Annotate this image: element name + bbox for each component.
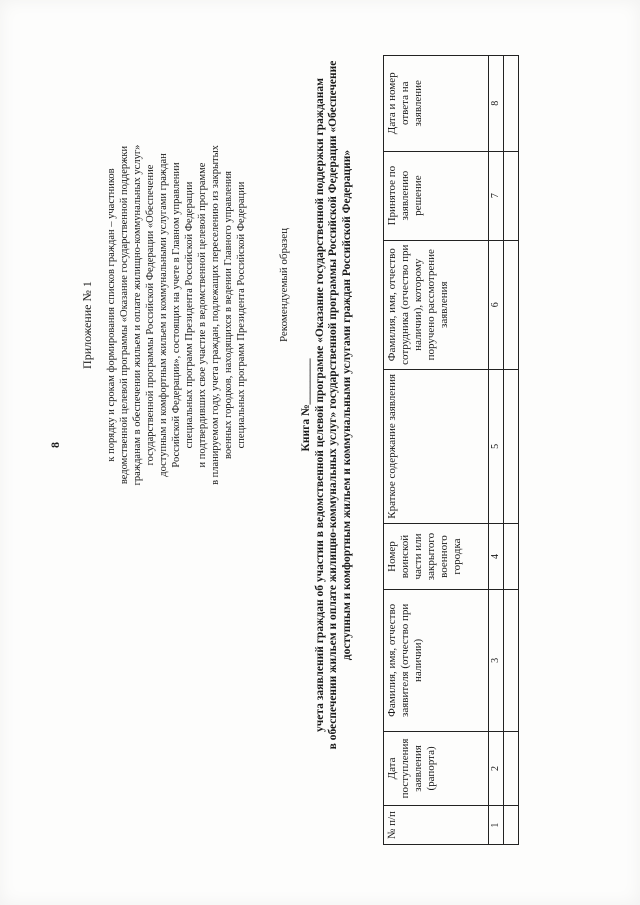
table-cell: [504, 369, 519, 523]
recommended-sample-label: Рекомендуемый образец: [278, 227, 290, 343]
appendix-line: к порядку и срокам формирования списков граждан – участников: [106, 168, 117, 462]
appendix-subtitle: [105, 55, 248, 575]
column-number: 3: [489, 590, 504, 732]
appendix-line: ведомственной целевой программы «Оказание государственной поддержки: [119, 145, 130, 485]
book-title-line: учета заявлений граждан об участии в ведомственной целевой программе «Оказание государственной поддержки гражданам: [313, 78, 326, 733]
table-cell: [504, 806, 519, 845]
page-number: 8: [48, 442, 62, 448]
appendix-line: военных городков, находящихся в ведении Главного управления: [223, 171, 234, 459]
table-cell: [504, 523, 519, 589]
table-cell: [504, 590, 519, 732]
table-header-row: [384, 56, 489, 845]
book-title-line: Книга №________: [300, 358, 312, 452]
appendix-line: и подтвердивших свое участие в ведомственной целевой программе: [197, 162, 208, 468]
header-summary: Краткое содержание заявления: [384, 369, 489, 523]
header-military-unit: Номер воинской части или закрытого военного городка: [384, 523, 489, 589]
appendix-line: специальных программ Президента Российской Федерации: [184, 181, 195, 449]
column-number: 1: [489, 806, 504, 845]
table-cell: [504, 240, 519, 369]
column-number: 2: [489, 731, 504, 805]
column-number: 7: [489, 151, 504, 240]
table-cell: [504, 56, 519, 152]
header-responsible-officer: Фамилия, имя, отчество сотрудника (отчество при наличии), которому поручено рассмотрение заявления: [384, 240, 489, 369]
header-response-date: Дата и номер ответа на заявление: [384, 56, 489, 152]
table-cell: [504, 151, 519, 240]
column-number: 6: [489, 240, 504, 369]
column-number: 5: [489, 369, 504, 523]
header-decision: Принятое по заявлению решение: [384, 151, 489, 240]
registry-table: [383, 55, 519, 845]
book-title: [300, 45, 354, 765]
appendix-title: Приложение № 1: [80, 281, 94, 369]
appendix-line: специальных программ Президента Российской Федерации: [236, 181, 247, 449]
table-cell: [504, 731, 519, 805]
appendix-line: Российской Федерации», состоящих на учете в Главном управлении: [171, 162, 182, 468]
header-applicant-name: Фамилия, имя, отчество заявителя (отчество при наличии): [384, 590, 489, 732]
appendix-line: гражданам в обеспечении жильем и оплате жилищно-коммунальных услуг»: [132, 144, 143, 486]
book-title-line: доступным и комфортным жильем и коммунальными услугами граждан Российской Федерации»: [340, 149, 353, 661]
header-date-received: Дата поступления заявления (рапорта): [384, 731, 489, 805]
appendix-line: в планируемом году, учета граждан, подлежащих переселению из закрытых: [210, 145, 221, 485]
appendix-line: государственной программы Российской Федерации «Обеспечение: [145, 164, 156, 466]
column-number: 8: [489, 56, 504, 152]
column-number-row: [489, 56, 504, 845]
header-number: № п/п: [384, 806, 489, 845]
appendix-line: доступным и комфортным жильем и коммунальными услугами граждан: [158, 153, 169, 477]
table-row: [504, 56, 519, 845]
book-title-line: в обеспечении жильем и оплате жилищно-коммунальных услуг» государственной программы Российской Федерации «Обеспечение: [327, 60, 339, 750]
column-number: 4: [489, 523, 504, 589]
